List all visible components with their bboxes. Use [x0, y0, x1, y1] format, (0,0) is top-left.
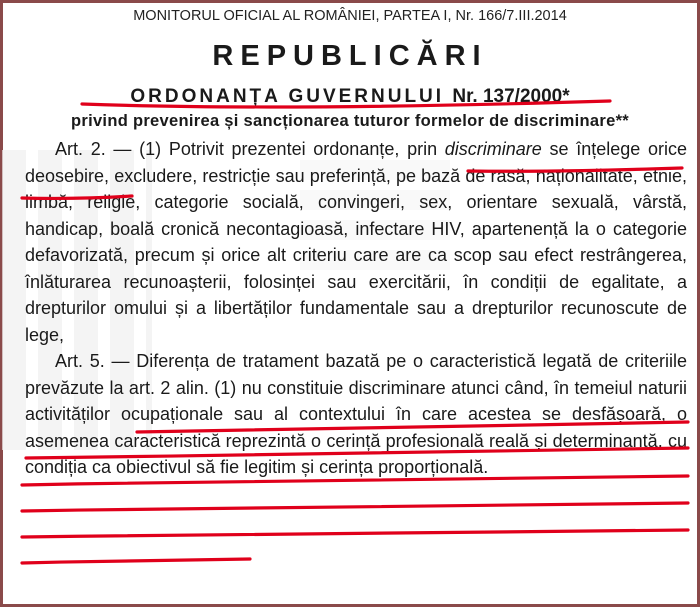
- article-5: [25, 348, 687, 481]
- ordinance-number: Nr. 137/2000*: [452, 86, 570, 107]
- article-5-rest: , cu condiția ca obiectivul să fie legitim și cerința proporțională.: [25, 430, 687, 477]
- ordinance-label: ORDONANȚA GUVERNULUI: [130, 86, 445, 107]
- article-2-lead: Art. 2. — (1) Potrivit prezentei ordonanțe,: [55, 139, 408, 159]
- ordinance-title: [0, 86, 700, 108]
- article-2-emphasis: discriminare: [444, 139, 542, 159]
- article-2-rest: orice deosebire, excludere, restricție sau preferință, pe bază de rasă, naționalitate, etnie, limbă, religie, categorie socială, convingeri, sex, orientare sexuală, vârstă, handicap, boală cronică necontagioasă, infectare HIV, apartenență la o categorie defavorizată, precum și orice alt criteriu care are ca scop sau efect restrângerea, înlăturarea recunoașterii, folosinței sau exercitării, în condiții de egalitate, a drepturilor omului și a libertăților fundamentale sau a drepturilor recunoscute de lege,: [25, 139, 687, 345]
- page-title: REPUBLICĂRI: [212, 40, 488, 72]
- publication-header: MONITORUL OFICIAL AL ROMÂNIEI, PARTEA I, Nr. 166/7.III.2014: [133, 8, 567, 24]
- article-2: [25, 136, 687, 348]
- article-5-highlighted: Diferența de tratament bazată pe o caracteristică legată de criteriile prevăzute la art. 2 alin. (1) nu constituie discriminare atunci când, în temeiul naturii activităților ocupaționale sau al contextului în care acestea se desfășoară, o asemenea caracteristică reprezintă o cerință profesională reală și determinantă: [25, 351, 687, 451]
- document-body: [25, 136, 687, 481]
- article-5-lead: Art. 5. —: [55, 351, 137, 371]
- article-2-phrase-start: prin: [407, 139, 445, 159]
- article-2-phrase-end: se înțelege: [541, 139, 641, 159]
- ordinance-purpose: privind prevenirea și sancționarea tuturor formelor de discriminare**: [70, 112, 630, 130]
